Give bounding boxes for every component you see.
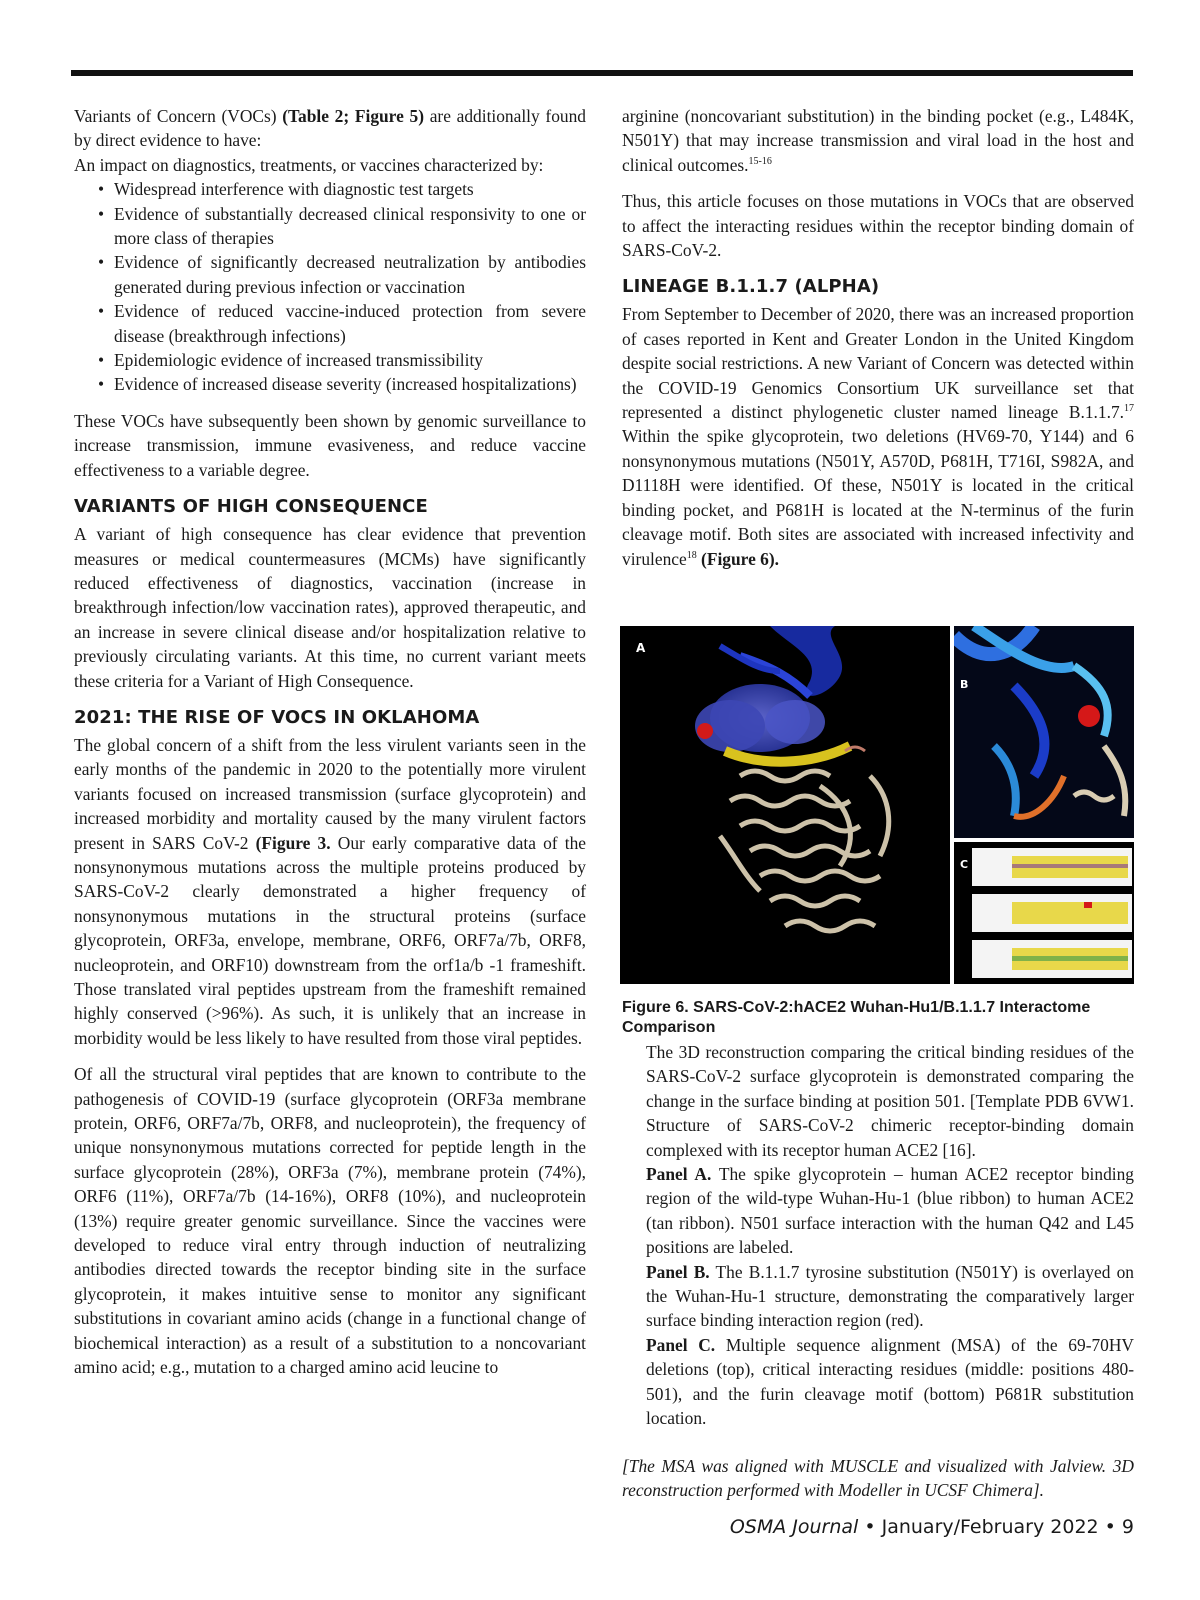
section-heading-high-consequence: VARIANTS OF HIGH CONSEQUENCE	[74, 496, 428, 518]
global-concern-paragraph: The global concern of a shift from the less virulent variants seen in the early months of the pandemic in 2020 to the potentially more virulent variants focused on increased transmission (surface glycoprotein) and increased morbidity and mortality caused by the many virulent factors present in SARS CoV-2 (Figure 3. Our early comparative data of the nonsynonymous mutations across the multiple proteins produced by SARS-CoV-2 clearly demonstrated a higher frequency of nonsynonymous mutations in the structural proteins (surface glycoprotein, ORF3a, envelope, membrane, ORF6, ORF7a/7b, ORF8, nucleoprotein, and ORF10) downstream from the orf1a/b -1 frameshift. Those translated viral peptides upstream from the frameshift remained highly conserved (>96%). As such, it is unlikely that an increase in morbidity would be less likely to have resulted from those viral peptides.	[74, 734, 586, 1048]
impact-paragraph: An impact on diagnostics, treatments, or vaccines characterized by:	[74, 154, 544, 175]
high-consequence-paragraph: A variant of high consequence has clear evidence that prevention measures or medical countermeasures (MCMs) have significantly reduced effectiveness of diagnostics, vaccination (increase in breakthrough infection/low vaccination rates), approved therapeutic, and an increase in severe clinical disease and/or hospitalization relative to previously circulating variants. At this time, no current variant meets these criteria for a Variant of High Consequence.	[74, 524, 586, 691]
page-footer	[730, 1516, 1134, 1538]
figure-6-method-note: [The MSA was aligned with MUSCLE and visualized with Jalview. 3D reconstruction performed with Modeller in UCSF Chimera].	[622, 1456, 1134, 1501]
protein-closeup-image	[954, 626, 1134, 838]
list-item: • Epidemiologic evidence of increased transmissibility	[98, 348, 586, 372]
citation-superscript: 15-16	[748, 156, 772, 168]
left-column	[74, 104, 586, 1380]
journal-name: OSMA Journal	[729, 1516, 859, 1538]
section-heading-lineage-alpha: LINEAGE B.1.1.7 (ALPHA)	[622, 276, 880, 298]
panel-c-label: C	[960, 858, 969, 871]
lineage-alpha-paragraph: From September to December of 2020, there was an increased proportion of cases reported in Kent and Greater London in the United Kingdom despite social restrictions. A new Variant of Concern was detected within the COVID-19 Genomics Consortium UK surveillance set that represented a distinct phylogenetic cluster named lineage B.1.1.7.17 Within the spike glycoprotein, two deletions (HV69-70, Y144) and 6 nonsynonymous mutations (N501Y, A570D, P681H, T716I, S982A, and D1118H were identified. Of these, N501Y is located in the critical binding pocket, and P681H is located at the N-terminus of the furin cleavage motif. Both sites are associated with increased infectivity and virulence$^{18}$ (Figure 6).	[622, 304, 1134, 569]
panel-a-image	[620, 626, 950, 984]
caption-panel-a: Panel A. The spike glycoprotein – human ACE2 receptor binding region of the wild-type Wuhan-Hu-1 (blue ribbon) to human ACE2 (tan ribbon). N501 surface interaction with the human Q42 and L45 positions are labeled.	[646, 1164, 1134, 1258]
issue-and-page: • January/February 2022 • 9	[858, 1516, 1134, 1538]
panel-b-label: B	[960, 678, 969, 691]
panel-b-image	[954, 626, 1134, 838]
figure-6-ref: (Figure 6).	[696, 548, 779, 569]
caption-paragraph: The 3D reconstruction comparing the critical binding residues of the SARS-CoV-2 surface glycoprotein is demonstrated comparing the change in the surface binding at position 501. [Template PDB 6VW1. Structure of SARS-CoV-2 chimeric receptor-binding domain complexed with its receptor human ACE2 [16].	[646, 1042, 1134, 1160]
list-item: • Evidence of increased disease severity (increased hospitalizations)	[98, 372, 586, 396]
figure-3-ref: (Figure 3.	[255, 832, 331, 853]
list-item: • Evidence of substantially decreased clinical responsivity to one or more class of therapies	[98, 202, 586, 251]
protein-structure-image	[620, 626, 950, 984]
section-heading-rise-of-vocs: 2021: THE RISE OF VOCS IN OKLAHOMA	[74, 706, 480, 728]
figure-6-caption-body	[646, 1040, 1134, 1431]
arginine-paragraph: arginine (noncovariant substitution) in the binding pocket (e.g., L484K, N501Y) that may increase transmission and viral load in the host and clinical outcomes.$^{15-16}$	[622, 106, 1134, 175]
article-focus-paragraph: Thus, this article focuses on those mutations in VOCs that are observed to affect the interacting residues within the receptor binding domain of SARS-CoV-2.	[622, 191, 1134, 261]
right-column	[622, 104, 1134, 571]
panel-a-label: A	[636, 641, 646, 655]
caption-panel-b: Panel B. The B.1.1.7 tyrosine substitution (N501Y) is overlayed on the Wuhan-Hu-1 structure, demonstrating the comparatively larger surface binding interaction region (red).	[646, 1261, 1134, 1331]
sequence-alignment-image	[954, 842, 1134, 984]
citation-superscript: 17	[1124, 403, 1134, 415]
caption-panel-c: Panel C. Multiple sequence alignment (MSA) of the 69-70HV deletions (top), critical interacting residues (middle: positions 480-501), and the furin cleavage motif (bottom) P681R substitution location.	[646, 1334, 1134, 1429]
figure-6	[620, 626, 1134, 984]
genomic-surveillance-paragraph: These VOCs have subsequently been shown by genomic surveillance to increase transmission, immune evasiveness, and reduce vaccine effectiveness to a variable degree.	[74, 410, 586, 480]
panel-c-image	[954, 842, 1134, 984]
figure-6-caption-title: Figure 6. SARS-CoV-2:hACE2 Wuhan-Hu1/B.1.1.7 Interactome Comparison	[622, 999, 1091, 1036]
citation-superscript: 18	[686, 549, 697, 561]
voc-intro-paragraph: Variants of Concern (VOCs) (Table 2; Figure 5) are additionally found by direct evidence to have:	[74, 106, 586, 151]
list-item: • Evidence of reduced vaccine-induced protection from severe disease (breakthrough infections)	[98, 299, 586, 348]
impact-bullet-list	[74, 177, 586, 397]
top-rule	[71, 70, 1133, 76]
list-item: • Evidence of significantly decreased neutralization by antibodies generated during previous infection or vaccination	[98, 250, 586, 299]
table-figure-ref: (Table 2; Figure 5)	[282, 106, 424, 126]
list-item: • Widespread interference with diagnostic test targets	[98, 177, 586, 201]
structural-peptides-paragraph: Of all the structural viral peptides that are known to contribute to the pathogenesis of COVID-19 (surface glycoprotein (ORF3a membrane protein, ORF6, ORF7a/7b, ORF8, and nucleoprotein), the frequency of unique nonsynonymous mutations corrected for peptide length in the surface glycoprotein (28%), ORF3a (7%), membrane protein (74%), ORF6 (11%), ORF7a/7b (14-16%), ORF8 (10%), and nucleoprotein (13%) require greater genomic surveillance. Since the vaccines were developed to reduce viral entry through induction of neutralizing antibodies directed towards the receptor binding site in the surface glycoprotein, it makes intuitive sense to monitor any significant substitutions in covariant amino acids (change in a functional change of biochemical interaction) as a result of a substitution to a noncovariant amino acid; e.g., mutation to a charged amino acid leucine to	[74, 1064, 586, 1378]
